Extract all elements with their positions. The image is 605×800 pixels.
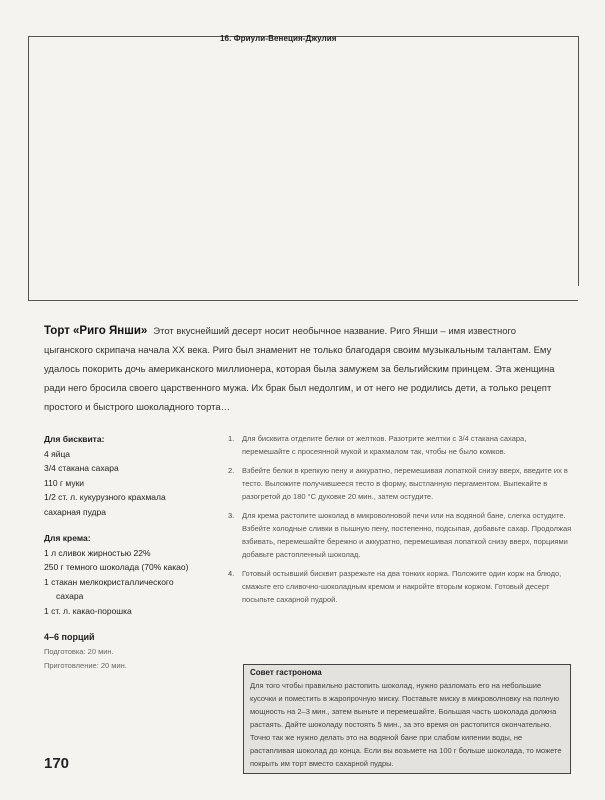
intro-paragraph (44, 322, 564, 417)
cream-header: Для крема: (44, 533, 91, 543)
step-number: 3. (228, 511, 235, 520)
step-item (228, 509, 573, 561)
step-text: Готовый остывший бисквит разрежьте на два тонких коржа. Положите один корж на блюдо, смажьте его сливочно-шоколадным кремом и накройте вторым коржом. Готовый десерт посыпьте сахарной пудрой. (242, 569, 562, 604)
cook-time: Приготовление: 20 мин. (44, 661, 127, 670)
running-head: 16. Фриули-Венеция-Джулия (220, 34, 337, 43)
ingredient-item: 1 л сливок жирностью 22% (44, 547, 151, 558)
ingredients-column (44, 432, 224, 674)
step-number: 4. (228, 569, 235, 578)
intro-text: Этот вкуснейший десерт носит необычное название. Риго Янши – имя известного цыганского скрипача начала XX века. Риго был знаменит не только благодаря своим музыкальным талантам. Ему удалось покорить дочь американского миллионера, которая была замужем за бельгийским принцем. Эта женщина ради него бросила своего царственного мужа. Их брак был недолгим, и от него не родились дети, а только рецепт простого и быстрого шоколадного торта… (44, 326, 555, 413)
ingredient-item: 250 г темного шоколада (70% какао) (44, 562, 189, 572)
ingredient-item: 1 ст. л. какао-порошка (44, 605, 132, 616)
step-text: Взбейте белки в крепкую пену и аккуратно, перемешивая лопаткой снизу вверх, введите их в тесто. Выложите получившееся тесто в форму, выстланную пергаментом. Выпекайте в разогретой до 180 °С духовке 20 мин., затем остудите. (242, 466, 568, 501)
tip-box (243, 664, 571, 774)
step-item (228, 464, 573, 503)
step-number: 1. (228, 434, 235, 443)
ingredient-item: 1 стакан мелкокристаллического (44, 576, 174, 587)
step-number: 2. (228, 466, 235, 475)
page-number: 170 (44, 755, 70, 772)
step-text: Для крема растопите шоколад в микроволновой печи или на водяной бане, слегка остудите. Взбейте холодные сливки в пышную пену, постепенно, подсыпая, добавьте сахар. Продолжая взбивать, перемешайте бережно и аккуратно, перемешивая лопаткой снизу вверх, порциями добавьте растопленный шоколад. (242, 511, 572, 559)
prep-time: Подготовка: 20 мин. (44, 646, 114, 656)
step-item (228, 432, 573, 458)
ingredient-item: 3/4 стакана сахара (44, 463, 119, 473)
tip-text: Для того чтобы правильно растопить шоколад, нужно разломать его на небольшие кусочки и поместить в жаропрочную миску. Поставьте миску в микроволновку на полную мощность на 2–3 мин., затем выньте и перемешайте. Большая часть шоколада должна растаять. Дайте шоколаду постоять 5 мин., за это время он растопится окончательно. Точно так же нужно делать это на водяной бане при слабом кипении воды, не растапливая шоколад до конца. Если вы возьмете на 100 г больше шоколада, то можете покрыть им торт вместо сахарной пудры. (250, 681, 562, 768)
steps-column (228, 432, 573, 612)
ingredient-item: 110 г муки (44, 477, 85, 488)
tip-title: Совет гастронома (250, 668, 322, 677)
biscuit-header: Для бисквита: (44, 434, 105, 444)
frame-line-bottom (28, 300, 578, 301)
servings: 4–6 порций (44, 632, 95, 642)
ingredient-item: 1/2 ст. л. кукурузного крахмала (44, 492, 166, 502)
ingredient-item: сахара (56, 591, 84, 601)
ingredient-item: 4 яйца (44, 448, 71, 459)
step-text: Для бисквита отделите белки от желтков. Разотрите желтки с 3/4 стакана сахара, перемешайте с просеянной мукой и крахмалом так, чтобы не было комков. (242, 434, 527, 456)
frame-line-left (28, 36, 29, 300)
ingredient-item: сахарная пудра (44, 506, 106, 517)
step-item (228, 567, 573, 606)
frame-line-right (578, 36, 579, 286)
recipe-title: Торт «Риго Янши» (44, 325, 148, 337)
